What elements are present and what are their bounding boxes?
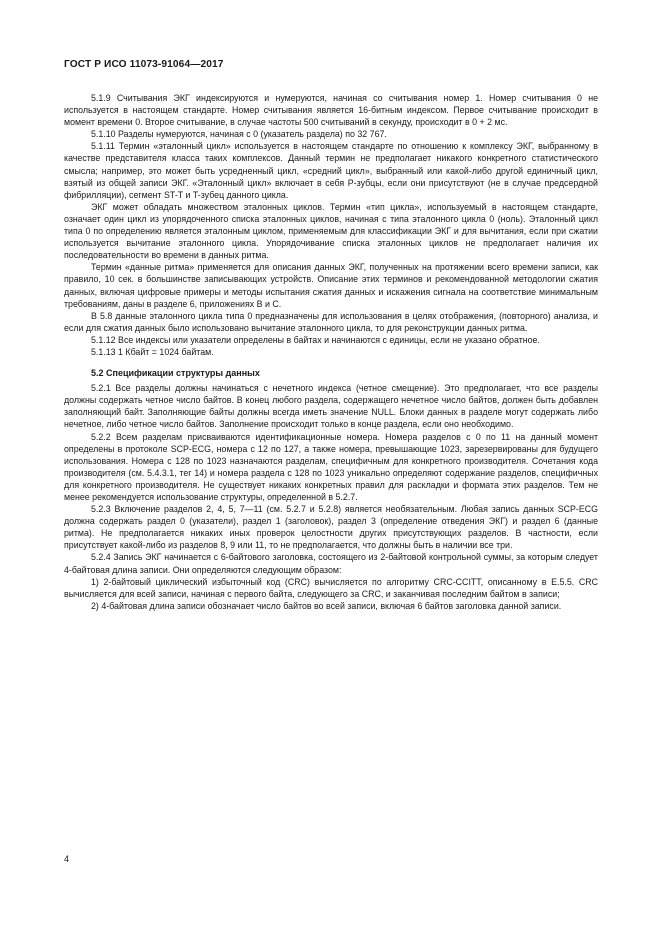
paragraph: 5.1.9 Считывания ЭКГ индексируются и нумеруются, начиная со считывания номер 1. Номер считывания 0 не используется в настоящем стандарте. Номер считывания является 16-битным индексом. Первое считывание происходит в момент времени 0. Второе считывание, в случае частоты 500 считываний в секунду, происходит в 0 + 2 мс. bbox=[64, 93, 598, 128]
section-heading: 5.2 Спецификации структуры данных bbox=[91, 368, 260, 379]
paragraph: 5.1.12 Все индексы или указатели определены в байтах и начинаются с единицы, если не указано обратное. bbox=[91, 334, 540, 345]
paragraph: 5.2.3 Включение разделов 2, 4, 5, 7—11 (см. 5.2.7 и 5.2.8) является необязательным. Любая запись данных SCP-ECG должна содержать раздел 0 (указатели), раздел 1 (заголовок), раздел 3 (определение отведения ЭКГ) и раздел 6 (данные ритма). Не предполагается никаких иных проверок целостности других присутствующих разделов. В частности, если присутствует какой-либо из разделов 8, 9 или 11, то не предполагается, что должны быть в наличии все три. bbox=[64, 504, 598, 551]
paragraph: 5.1.10 Разделы нумеруются, начиная с 0 (указатель раздела) по 32 767. bbox=[91, 129, 387, 140]
paragraph: ЭКГ может обладать множеством эталонных циклов. Термин «тип цикла», используемый в настоящем стандарте, означает один цикл из упорядоченного списка эталонных циклов, начиная с типа эталонного цикла 0 (ноль). Эталонный цикл типа 0 по определению является эталонным циклом, применяемым для классификации ЭКГ и для вычитания, если при сжатии используется вычитание эталонного цикла. Упорядочивание списка эталонных циклов не предполагает наличия их последовательности во времени в данных ритма. bbox=[64, 201, 598, 261]
paragraph: В 5.8 данные эталонного цикла типа 0 предназначены для использования в целях отображения, (повторного) анализа, и если для сжатия данных было использовано вычитание эталонного цикла, то для реконструкции данных ритма. bbox=[64, 310, 598, 333]
paragraph: 1) 2-байтовый циклический избыточный код (CRC) вычисляется по алгоритму CRC-CCITT, описанному в Е.5.5. CRC вычисляется для всей записи, начиная с первого байта, следующего за CRC, и заканчивая последним байтом в записи; bbox=[64, 576, 598, 599]
document-body bbox=[64, 92, 598, 612]
paragraph: 5.2.1 Все разделы должны начинаться с нечетного индекса (четное смещение). Это предполагает, что все разделы должны содержать четное число байтов. В конец любого раздела, содержащего нечетное число байтов, должен быть добавлен заполняющий байт. Заполняющие байты должны всегда иметь значение NULL. Блоки данных в разделе могут содержать либо нечетное, либо четное число байтов. Заполнение происходит только в конце раздела, если оно необходимо. bbox=[64, 383, 598, 430]
standard-header: ГОСТ Р ИСО 11073-91064—2017 bbox=[64, 59, 224, 70]
paragraph: 5.2.2 Всем разделам присваиваются идентификационные номера. Номера разделов с 0 по 11 на данный момент определены в протоколе SCP-ECG, номера с 12 по 127, а также номера, превышающие 1023, зарезервированы для будущего использования. Номера с 128 по 1023 назначаются разделам, специфичным для конкретного производителя. Сочетания кода производителя (см. 5.4.3.1, тег 14) и номера раздела с 128 по 1023 уникально определяют содержание разделов, специфичных для конкретного производителя. Не существует никаких конкретных правил для раскладки и формата этих разделов. Тем не менее рекомендуется использование структуры, определенной в 5.2.7. bbox=[64, 431, 598, 502]
paragraph: 2) 4-байтовая длина записи обозначает число байтов во всей записи, включая 6 байтов заголовка данной записи. bbox=[91, 600, 562, 611]
paragraph: 5.1.11 Термин «эталонный цикл» используется в настоящем стандарте по отношению к комплексу ЭКГ, выбранному в качестве представителя класса таких комплексов. Данный термин не предполагает никакого конкретного статистического смысла; например, это может быть усредненный цикл, «средний цикл», выбранный или какой-либо другой единичный цикл, взятый из общей записи ЭКГ. «Эталонный цикл» включает в себя Р-зубцы, если они присутствуют (не в случае предсердной фибрилляции), сегмент ST-T и T-зубец данного цикла. bbox=[64, 141, 598, 200]
paragraph: 5.1.13 1 Кбайт = 1024 байтам. bbox=[91, 346, 214, 357]
paragraph: Термин «данные ритма» применяется для описания данных ЭКГ, полученных на протяжении всего времени записи, как правило, 10 сек. в большинстве записывающих устройств. Описание этих терминов и рекомендованной методологии сжатия данных, включая цифровые примеры и методы испытания сжатия данных и искажения сигнала на соответствие минимальным требованиям, даны в разделе 6, приложениях В и С. bbox=[64, 262, 598, 309]
page-number: 4 bbox=[64, 854, 70, 864]
paragraph: 5.2.4 Запись ЭКГ начинается с 6-байтового заголовка, состоящего из 2-байтовой контрольной суммы, за которым следует 4-байтовая длина записи. Они определяются следующим образом: bbox=[64, 552, 598, 575]
